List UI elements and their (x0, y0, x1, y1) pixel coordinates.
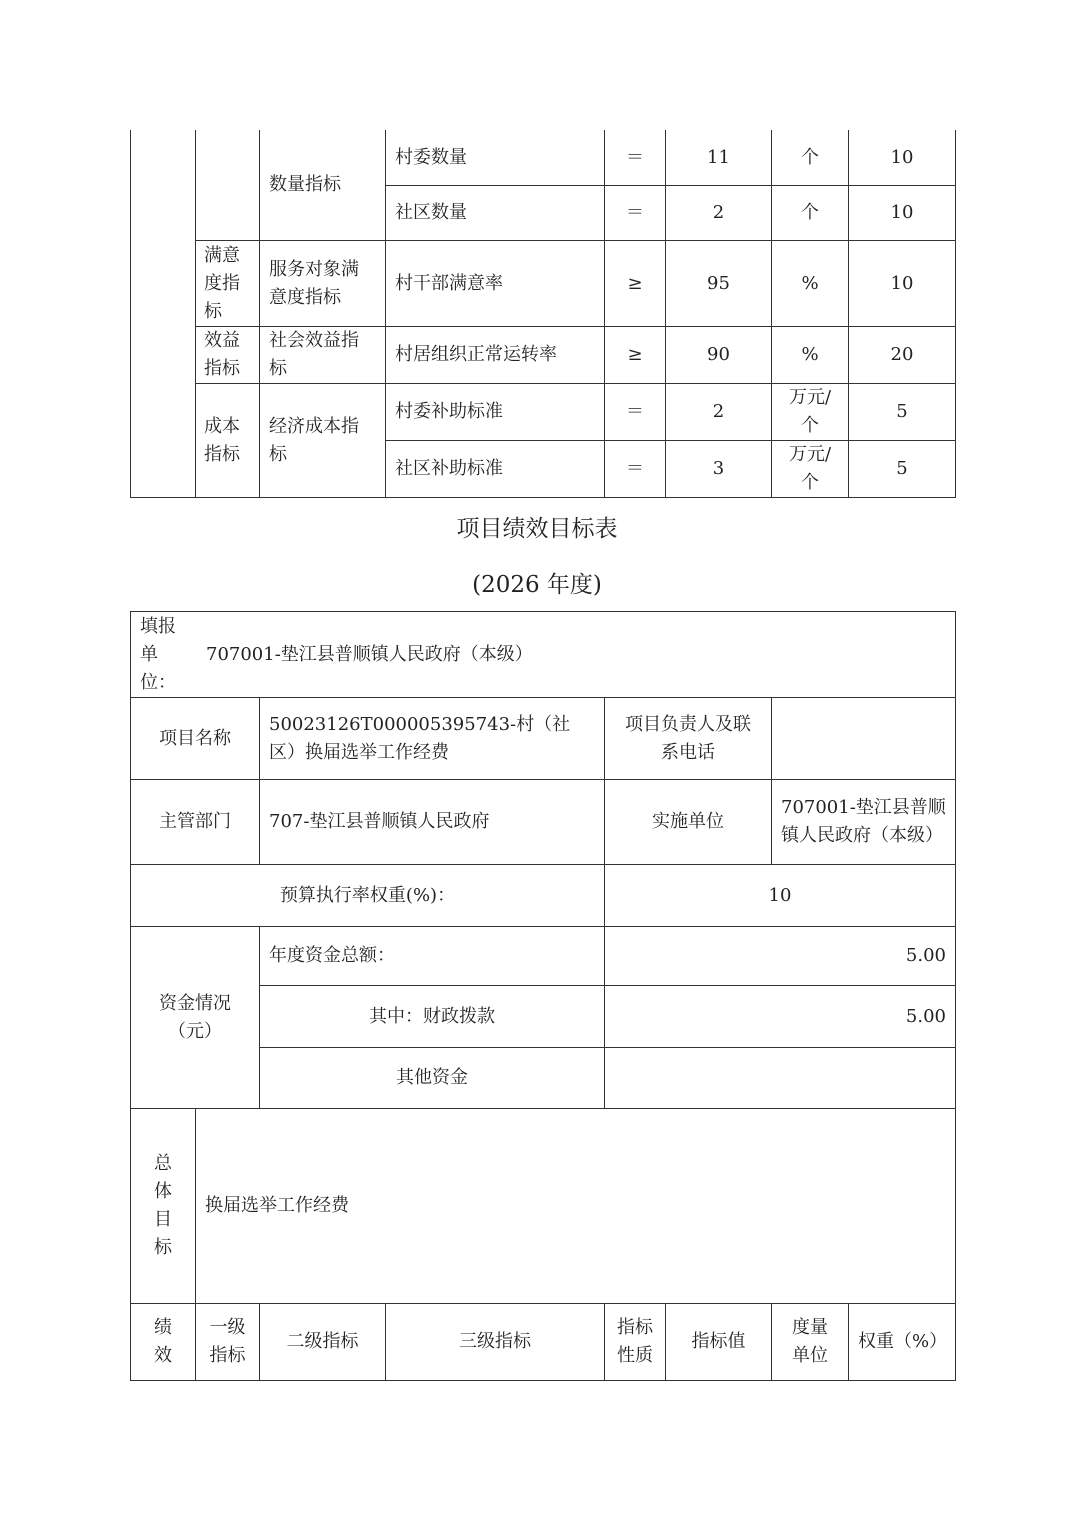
level3-cell (385, 383, 605, 441)
impl-label-text: 实施单位 (652, 811, 724, 832)
level3-cell (385, 326, 605, 384)
level3-cell (385, 185, 605, 241)
level2-cell-text: 经济成本指标 (269, 415, 359, 465)
operator-cell-text: ≥ (627, 272, 643, 294)
weight-cell (848, 130, 956, 186)
dept-value (259, 779, 605, 865)
dept-value-text: 707-垫江县普顺镇人民政府 (269, 811, 490, 832)
dept-label-text: 主管部门 (159, 811, 231, 832)
project-name-value-text: 50023126T000005395743-村（社区）换届选举工作经费 (269, 713, 571, 763)
level3-cell (385, 240, 605, 327)
operator-cell-text: ≥ (627, 344, 643, 365)
total-label-text: 年度资金总额： (269, 945, 395, 966)
exec-weight-value (604, 864, 956, 927)
value-cell-text: 11 (707, 146, 730, 168)
level2-cell (259, 130, 386, 241)
level3-cell-text: 村委数量 (395, 146, 467, 168)
value-cell-text: 90 (707, 344, 730, 365)
project-name-label (130, 697, 260, 780)
header-cell-text: 权重（%） (858, 1331, 948, 1352)
weight-cell-text: 20 (890, 344, 914, 365)
value-cell-text: 2 (712, 401, 725, 422)
operator-cell (604, 326, 666, 384)
header-cell (385, 1303, 605, 1381)
other-label (259, 1047, 605, 1109)
table-subtitle: (2026 年度) (472, 572, 602, 598)
level1-cell-text: 成本指标 (204, 415, 240, 465)
value-cell-text: 95 (707, 272, 730, 294)
level3-cell-text: 社区补助标准 (395, 458, 503, 479)
value-cell (665, 240, 772, 327)
project-name-value (259, 697, 605, 780)
level1-cell-text: 效益指标 (204, 330, 240, 379)
reporting-unit-value: 707001-垫江县普顺镇人民政府（本级） (206, 643, 533, 665)
unit-cell-text: 个 (801, 146, 819, 168)
header-cell-text: 指标值 (691, 1331, 746, 1352)
header-cell-text: 三级指标 (459, 1331, 531, 1352)
operator-cell (604, 185, 666, 241)
header-cell (665, 1303, 772, 1381)
operator-cell-text: ＝ (626, 146, 644, 168)
value-cell-text: 3 (712, 458, 725, 479)
level2-cell (259, 326, 386, 384)
fiscal-value-text: 5.00 (905, 1005, 946, 1027)
value-cell (665, 130, 772, 186)
header-cell-text: 一级指标 (209, 1317, 246, 1366)
header-cell (604, 1303, 666, 1381)
value-cell (665, 185, 772, 241)
header-cell-text: 指标性质 (617, 1317, 653, 1366)
operator-cell-text: ＝ (626, 202, 644, 223)
dept-label (130, 779, 260, 865)
weight-cell-text: 10 (890, 146, 914, 168)
total-value (604, 926, 956, 986)
other-value (604, 1047, 956, 1109)
level1-cell (195, 383, 260, 498)
reporting-unit-label: 填报单位： (140, 615, 176, 693)
unit-cell (771, 326, 849, 384)
level3-cell-text: 村干部满意率 (395, 272, 503, 294)
table-title: 项目绩效目标表 (456, 516, 618, 542)
weight-cell-text: 10 (890, 272, 914, 294)
level1-cell (195, 326, 260, 384)
level1-cell-text: 满意度指标 (204, 244, 240, 322)
level2-cell-text: 社会效益指标 (269, 330, 359, 379)
unit-cell-text: % (801, 344, 819, 365)
weight-cell (848, 185, 956, 241)
unit-cell-text: 个 (801, 202, 819, 223)
header-cell-text: 二级指标 (286, 1331, 359, 1352)
goal-value (195, 1108, 956, 1304)
fiscal-label-text: 其中：财政拨款 (369, 1005, 495, 1027)
value-cell (665, 326, 772, 384)
header-cell-text: 度量单位 (792, 1317, 828, 1366)
contact-value (771, 697, 956, 780)
weight-cell (848, 383, 956, 441)
unit-cell (771, 440, 849, 498)
other-label-text: 其他资金 (396, 1067, 468, 1088)
header-cell (195, 1303, 260, 1381)
value-cell-text: 2 (712, 202, 725, 223)
project-name-label-text: 项目名称 (159, 727, 231, 749)
weight-cell-text: 5 (896, 401, 908, 422)
fiscal-label (259, 985, 605, 1048)
exec-weight-label-text: 预算执行率权重(%)： (279, 884, 456, 906)
goal-label-text: 总体目标 (154, 1153, 172, 1258)
funds-label-text: 资金情况（元） (159, 992, 231, 1042)
header-cell (259, 1303, 386, 1381)
weight-cell (848, 326, 956, 384)
exec-weight-label (130, 864, 605, 927)
level1-cell (195, 240, 260, 327)
unit-cell-text: 万元/个 (788, 444, 832, 493)
goal-value-text: 换届选举工作经费 (205, 1195, 349, 1216)
goal-label (130, 1108, 196, 1304)
impl-label (604, 779, 772, 865)
level2-cell (259, 240, 386, 327)
performance-column (130, 130, 196, 498)
level1-cell (195, 130, 260, 241)
unit-cell (771, 185, 849, 241)
fiscal-value (604, 985, 956, 1048)
contact-label-text: 项目负责人及联系电话 (625, 713, 751, 763)
unit-cell-text: 万元/个 (788, 387, 832, 436)
value-cell (665, 440, 772, 498)
weight-cell (848, 240, 956, 327)
impl-value-text: 707001-垫江县普顺镇人民政府（本级） (781, 797, 946, 846)
unit-cell (771, 130, 849, 186)
header-cell (848, 1303, 956, 1381)
unit-cell (771, 383, 849, 441)
unit-cell-text: % (801, 272, 819, 294)
level3-cell-text: 社区数量 (395, 202, 467, 223)
contact-label (604, 697, 772, 780)
level3-cell-text: 村居组织正常运转率 (395, 344, 557, 365)
operator-cell-text: ＝ (626, 458, 644, 479)
header-cell (130, 1303, 196, 1381)
header-cell-text: 绩效 (154, 1317, 172, 1366)
level3-cell (385, 440, 605, 498)
operator-cell (604, 240, 666, 327)
operator-cell (604, 130, 666, 186)
operator-cell-text: ＝ (626, 401, 644, 422)
level3-cell (385, 130, 605, 186)
impl-value (771, 779, 956, 865)
weight-cell-text: 10 (890, 202, 914, 223)
operator-cell (604, 440, 666, 498)
weight-cell (848, 440, 956, 498)
total-value-text: 5.00 (905, 945, 946, 966)
level2-cell-text: 数量指标 (269, 174, 341, 195)
exec-weight-value-text: 10 (768, 884, 792, 906)
weight-cell-text: 5 (896, 458, 908, 479)
value-cell (665, 383, 772, 441)
level2-cell-text: 服务对象满意度指标 (269, 258, 359, 308)
level3-cell-text: 村委补助标准 (395, 401, 503, 422)
operator-cell (604, 383, 666, 441)
level2-cell (259, 383, 386, 498)
reporting-unit-row (130, 611, 956, 698)
unit-cell (771, 240, 849, 327)
total-label (259, 926, 605, 986)
funds-label (130, 926, 260, 1109)
header-cell (771, 1303, 849, 1381)
